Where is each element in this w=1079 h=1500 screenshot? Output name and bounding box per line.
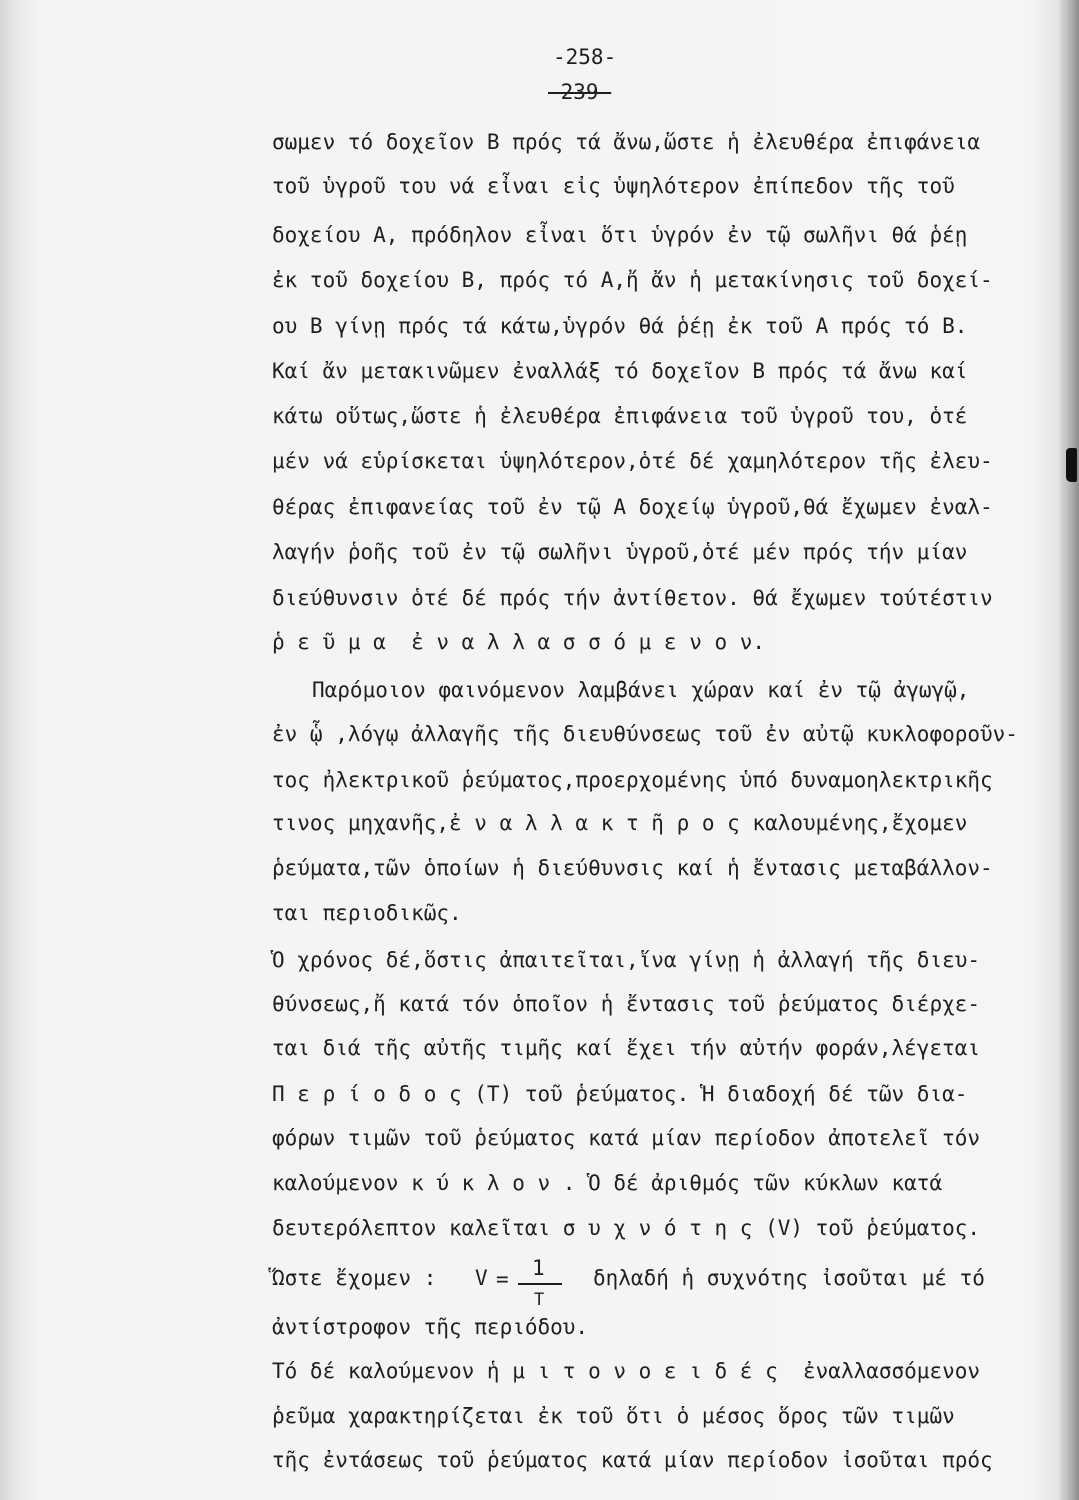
text-line: διεύθυνσιν ὁτέ δέ πρός τήν ἀντίθετον. θά ἔχωμεν τούτέστιν [272, 586, 993, 610]
text-line: μέν νά εὑρίσκεται ὑψηλότερον,ὁτέ δέ χαμηλότερον τῆς ἐλευ- [272, 449, 993, 473]
text-line: θέρας ἐπιφανείας τοῦ ἐν τῷ Α δοχείῳ ὑγροῦ,θά ἔχωμεν ἐναλ- [272, 495, 993, 519]
formula-denominator: T [534, 1290, 545, 1310]
formula-lead: Ὥστε ἔχομεν : [272, 1266, 437, 1290]
emphasized-term: ῥ ε ῦ μ α ἐ ν α λ λ α σ σ ό μ ε ν ο ν. [272, 630, 766, 654]
text-line: θύνσεως,ἤ κατά τόν ὁποῖον ἡ ἔντασις τοῦ ῥεύματος διέρχε- [272, 992, 981, 1016]
formula-tail: δηλαδή ἡ συχνότης ἰσοῦται μέ τό [593, 1266, 985, 1290]
old-page-number: -239- [548, 80, 612, 104]
text-line: ἀντίστροφον τῆς περιόδου. [272, 1315, 589, 1339]
paragraph-start: Τό δέ καλούμενον ἡ μ ι τ ο ν ο ε ι δ έ ς ἐναλλασσόμενον [272, 1359, 981, 1383]
formula-variable: V [475, 1266, 488, 1290]
formula-numerator: 1 [532, 1256, 545, 1280]
text-line: ου Β γίνῃ πρός τά κάτω,ὑγρόν θά ῥέῃ ἐκ τοῦ Α πρός τό Β. [272, 314, 968, 338]
text-line: λαγήν ῥοῆς τοῦ ἐν τῷ σωλῆνι ὑγροῦ,ὁτέ μέν πρός τήν μίαν [272, 540, 968, 564]
text-line: ἐν ᾧ ,λόγῳ ἀλλαγῆς τῆς διευθύνσεως τοῦ ἐν αὐτῷ κυκλοφοροῦν- [272, 722, 1018, 746]
text-line: δευτερόλεπτον καλεῖται σ υ χ ν ό τ η ς (V) τοῦ ῥεύματος. [272, 1216, 981, 1240]
text-line: ἐκ τοῦ δοχείου Β, πρός τό Α,ἤ ἄν ἡ μετακίνησις τοῦ δοχεί- [272, 268, 993, 292]
paragraph-start: Παρόμοιον φαινόμενον λαμβάνει χώραν καί ἐν τῷ ἀγωγῷ, [312, 678, 970, 702]
page-edge [1062, 0, 1063, 1500]
text-line: δοχείου Α, πρόδηλον εἶναι ὅτι ὑγρόν ἐν τῷ σωλῆνι θά ῥέῃ [272, 223, 968, 247]
text-line: ῥεῦμα χαρακτηρίζεται ἐκ τοῦ ὅτι ὁ μέσος ὅρος τῶν τιμῶν [272, 1404, 955, 1428]
ink-mark [1066, 448, 1077, 482]
page-number: -258- [553, 45, 617, 69]
text-line: κάτω οὕτως,ὥστε ἡ ἐλευθέρα ἐπιφάνεια τοῦ ὑγροῦ του, ὁτέ [272, 404, 968, 428]
text-line: τοῦ ὑγροῦ του νά εἶναι εἰς ὑψηλότερον ἐπίπεδον τῆς τοῦ [272, 174, 955, 198]
formula-equals: = [496, 1267, 509, 1291]
text-line: σωμεν τό δοχεῖον Β πρός τά ἄνω,ὥστε ἡ ἐλευθέρα ἐπιφάνεια [272, 130, 981, 154]
text-line: ται περιοδικῶς. [272, 901, 462, 925]
text-line: ται διά τῆς αὐτῆς τιμῆς καί ἔχει τήν αὐτήν φοράν,λέγεται [272, 1036, 981, 1060]
text-line: ῥεύματα,τῶν ὁποίων ἡ διεύθυνσις καί ἡ ἔντασις μεταβάλλον- [272, 856, 993, 880]
text-line: τος ἠλεκτρικοῦ ῥεύματος,προερχομένης ὑπό δυναμοηλεκτρικῆς [272, 768, 993, 792]
text-line: τινος μηχανῆς,ἐ ν α λ λ α κ τ ῆ ρ ο ς καλουμένης,ἔχομεν [272, 811, 968, 835]
text-line: καλούμενον κ ύ κ λ ο ν . Ὁ δέ ἀριθμός τῶν κύκλων κατά [272, 1171, 943, 1195]
text-line: τῆς ἐντάσεως τοῦ ῥεύματος κατά μίαν περίοδον ἰσοῦται πρός [272, 1448, 993, 1472]
text-line: Καί ἄν μετακινῶμεν ἐναλλάξ τό δοχεῖον Β πρός τά ἄνω καί [272, 359, 968, 383]
text-line: Π ε ρ ί ο δ ο ς (Τ) τοῦ ῥεύματος. Ἡ διαδοχή δέ τῶν δια- [272, 1082, 968, 1106]
paragraph-start: Ὁ χρόνος δέ,ὅστις ἀπαιτεῖται,ἵνα γίνῃ ἡ ἀλλαγή τῆς διευ- [272, 948, 981, 972]
text-line: φόρων τιμῶν τοῦ ῥεύματος κατά μίαν περίοδον ἀποτελεῖ τόν [272, 1126, 981, 1150]
